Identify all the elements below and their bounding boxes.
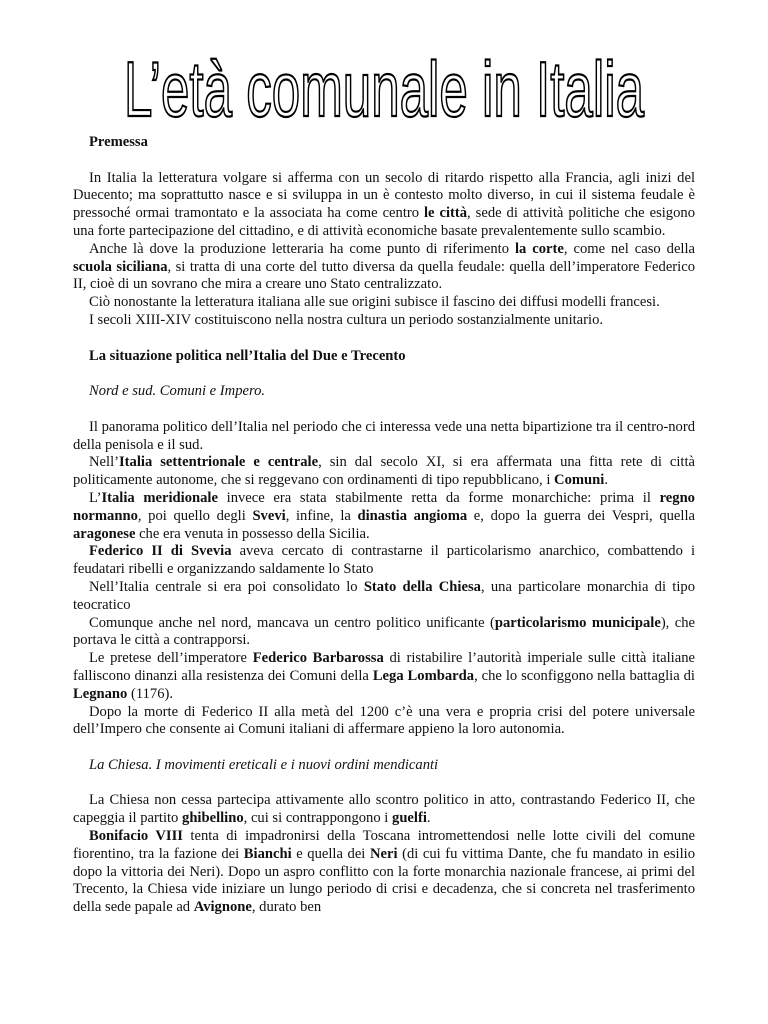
bold-term: guelfi	[392, 810, 427, 827]
bold-term: Italia meridionale	[101, 489, 218, 506]
paragraph	[73, 241, 695, 294]
text-run: La Chiesa non cessa partecipa attivamente allo scontro politico in atto, contrastando Federico II, che capeggia il partito	[73, 792, 695, 827]
text-run: aveva cercato di contrastarne il particolarismo anarchico, combattendo i feudatari ribelli e organizzando saldamente lo Stato	[73, 543, 696, 578]
text-run: (di cui fu vittima Dante, che fu mandato in esilio dopo la vittoria dei Neri). Dopo un aspro conflitto con la forte monarchia nazionale francese, ai primi del Trecento, la Chiesa vide iniziare un lungo periodo di crisi e decadenza, che si concreta nel trasferimento della sede papale ad	[73, 845, 695, 916]
bold-term: Avignone	[193, 899, 252, 916]
paragraph	[73, 419, 695, 455]
text-run: , che lo sconfiggono nella battaglia di	[474, 667, 695, 684]
bold-term: Svevi	[252, 507, 286, 524]
text-run: Dopo la morte di Federico II alla metà del 1200 c’è una vera e propria crisi del potere universale dell’Impero che consente ai Comuni italiani di affermare appieno la loro autonomia.	[73, 703, 695, 738]
bold-term: Comuni	[554, 472, 605, 489]
text-run: .	[426, 810, 431, 827]
paragraph	[73, 579, 695, 615]
text-run: tenta di impadronirsi della Toscana intromettendosi nelle lotte civili del comune fiorentino, tra la fazione dei	[73, 828, 695, 862]
bold-term: Stato della Chiesa	[363, 578, 481, 595]
bold-term: le città	[424, 205, 468, 222]
paragraph	[73, 490, 695, 543]
paragraph	[73, 543, 695, 579]
text-run: I secoli XIII-XIV costituiscono nella nostra cultura un periodo sostanzialmente unitario.	[89, 311, 604, 328]
text-run: In Italia la letteratura volgare si afferma con un secolo di ritardo rispetto alla Francia, agli inizi del Duecento; ma soprattutto nasce e si sviluppa in un è contesto molto diverso, in cui il sistema feudale è pressoché ormai tramontato e la associata ha come centro	[73, 169, 695, 222]
paragraph	[73, 312, 695, 330]
text-run: , durato ben	[251, 899, 322, 916]
bold-term: Italia settentrionale e centrale	[119, 454, 319, 471]
text-run: e quella dei	[291, 845, 370, 862]
text-run: .	[604, 472, 608, 489]
paragraph	[73, 454, 695, 490]
text-run: Il panorama politico dell’Italia nel periodo che ci interessa vede una netta bipartizione tra il centro-nord della penisola e il sud.	[73, 418, 695, 453]
section-heading-politica: La situazione politica nell’Italia del Due e Trecento	[89, 347, 406, 364]
title-text: L’età comunale in Italia	[124, 52, 645, 132]
text-run: L’	[89, 489, 102, 506]
text-run: Anche là dove la produzione letteraria ha come punto di riferimento	[89, 240, 515, 257]
bold-term: ghibellino	[182, 810, 244, 827]
text-run: , come nel caso della	[563, 240, 696, 257]
text-run: , infine, la	[285, 507, 358, 524]
text-run: che era venuta in possesso della Sicilia.	[135, 525, 370, 542]
bold-term: regno normanno	[73, 489, 695, 524]
text-run: (1176).	[127, 685, 174, 702]
paragraph	[73, 170, 695, 241]
text-run: , sede di attività politiche che esigono una forte partecipazione del cittadino, e di attività economiche basate prevalentemente sullo scambio.	[73, 205, 695, 239]
text-run: , sin dal secolo XI, si era affermata una fitta rete di città politicamente autonome, che si reggevano con ordinamenti di tipo repubblicano, i	[73, 454, 695, 489]
bold-term: Legnano	[73, 685, 128, 702]
bold-term: la corte	[514, 240, 564, 257]
bold-term: Lega Lombarda	[372, 667, 475, 684]
paragraph	[73, 294, 695, 312]
bold-term: aragonese	[73, 525, 136, 542]
paragraph	[73, 650, 695, 703]
bold-term: Bonifacio VIII	[89, 828, 183, 845]
text-run: Nell’	[89, 454, 119, 471]
bold-term: scuola siciliana	[73, 258, 168, 275]
bold-term: dinastia angioma	[357, 507, 468, 524]
paragraph	[73, 828, 695, 917]
premessa-heading: Premessa	[89, 134, 148, 150]
document-body	[73, 134, 695, 917]
text-run: Ciò nonostante la letteratura italiana alle sue origini subisce il fascino dei diffusi modelli francesi.	[89, 294, 660, 311]
paragraph	[73, 615, 695, 651]
text-run: e, dopo la guerra dei Vespri, quella	[467, 507, 695, 524]
text-run: Comunque anche nel nord, mancava un centro politico unificante (	[89, 614, 495, 631]
paragraph	[73, 704, 695, 740]
text-run: Le pretese dell’imperatore	[89, 650, 253, 667]
subheading-chiesa: La Chiesa. I movimenti ereticali e i nuovi ordini mendicanti	[89, 756, 439, 773]
bold-term: Federico II di Svevia	[89, 543, 232, 560]
text-run: , una particolare monarchia di tipo teocratico	[73, 578, 695, 613]
text-run: Nell’Italia centrale si era poi consolidato lo	[89, 578, 364, 595]
text-run: , poi quello degli	[137, 507, 253, 524]
text-run: ), che portava le città a contrapporsi.	[73, 614, 695, 649]
text-run: invece era stata stabilmente retta da forme monarchiche: prima il	[217, 489, 660, 506]
text-run: , si tratta di una corte del tutto diversa da quella feudale: quella dell’imperatore Federico II, cioè di un sovrano che mira a creare uno Stato centralizzato.	[73, 258, 695, 293]
paragraph	[73, 792, 695, 828]
bold-term: Bianchi	[243, 845, 292, 862]
bold-term: Neri	[369, 845, 398, 862]
document-title	[0, 52, 768, 132]
bold-term: particolarismo municipale	[494, 614, 661, 631]
text-run: , cui si contrappongono i	[243, 810, 393, 827]
text-run: di ristabilire l’autorità imperiale sulle città italiane falliscono dinanzi alla resistenza dei Comuni della	[73, 650, 695, 684]
subheading-nord-sud: Nord e sud. Comuni e Impero.	[89, 383, 266, 400]
bold-term: Federico Barbarossa	[252, 650, 384, 667]
